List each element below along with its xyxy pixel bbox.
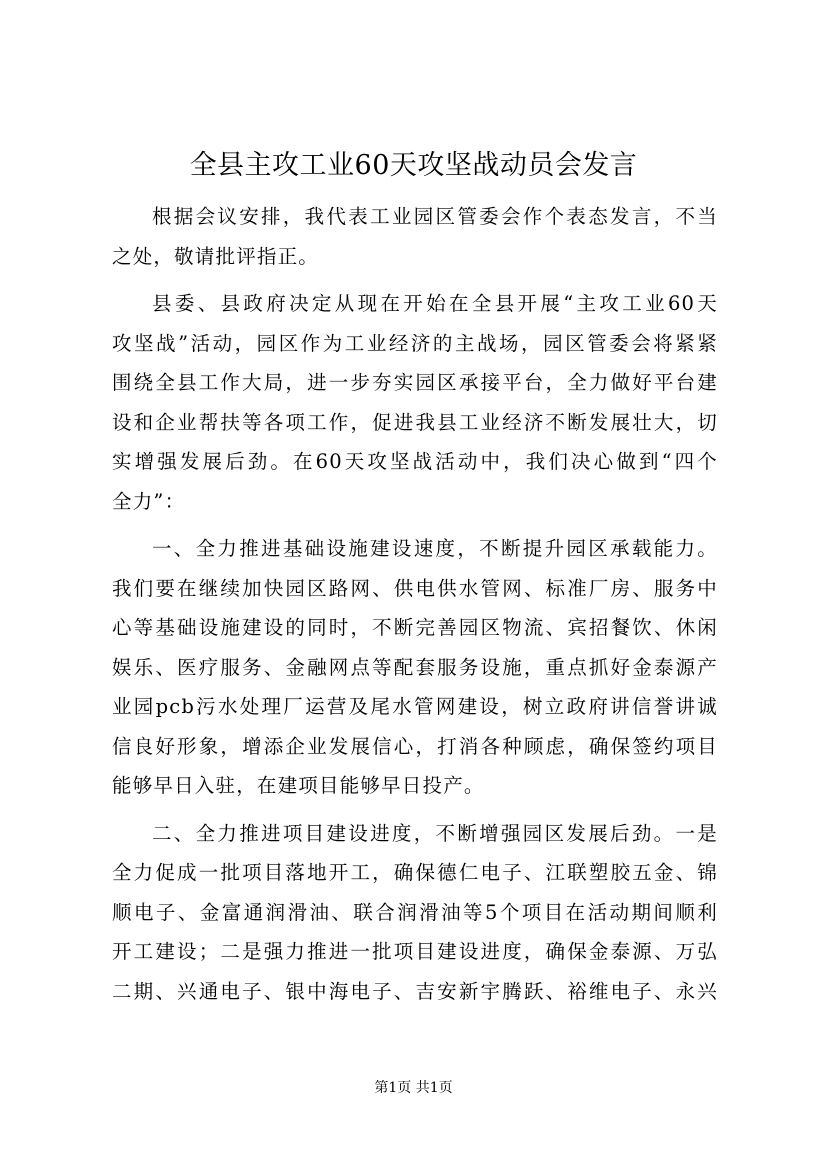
paragraph-line: 设和企业帮扶等各项工作，促进我县工业经济不断发展壮大，切 bbox=[112, 410, 718, 434]
paragraph-line: 县委、县政府决定从现在开始在全县开展“主攻工业60天 bbox=[152, 292, 718, 315]
paragraph-line: 二期、兴通电子、银中海电子、吉安新宇腾跃、裕维电子、永兴 bbox=[112, 979, 718, 1003]
page-footer: 第1页 共1页 bbox=[374, 1080, 453, 1096]
paragraph-line: 根据会议安排，我代表工业园区管委会作个表态发言，不当 bbox=[152, 205, 718, 228]
paragraph-line: 业园pcb污水处理厂运营及尾水管网建设，树立政府讲信誉讲诚 bbox=[112, 695, 718, 718]
paragraph-line: 顺电子、金富通润滑油、联合润滑油等5个项目在活动期间顺利 bbox=[112, 900, 718, 924]
paragraph-line: 能够早日入驻，在建项目能够早日投产。 bbox=[112, 774, 485, 797]
paragraph-line: 我们要在继续加快园区路网、供电供水管网、标准厂房、服务中 bbox=[112, 576, 718, 600]
document-body bbox=[112, 197, 718, 1011]
paragraph-line: 心等基础设施建设的同时，不断完善园区物流、宾招餐饮、休闲 bbox=[112, 616, 718, 639]
paragraph-line: 一、全力推进基础设施建设速度，不断提升园区承载能力。 bbox=[152, 537, 718, 560]
paragraph-line: 信良好形象，增添企业发展信心，打消各种顾虑，确保签约项目 bbox=[112, 734, 718, 758]
paragraph-line: 攻坚战”活动，园区作为工业经济的主战场，园区管委会将紧紧 bbox=[112, 331, 718, 355]
paragraph-line: 围绕全县工作大局，进一步夯实园区承接平台，全力做好平台建 bbox=[112, 371, 718, 394]
document-title: 全县主攻工业60天攻坚战动员会发言 bbox=[189, 150, 638, 181]
paragraph-line: 之处，敬请批评指正。 bbox=[112, 244, 320, 268]
paragraph-line: 开工建设；二是强力推进一批项目建设进度，确保金泰源、万弘 bbox=[112, 940, 718, 963]
paragraph-line: 娱乐、医疗服务、金融网点等配套服务设施，重点抓好金泰源产 bbox=[112, 655, 718, 679]
paragraph-line: 全力”： bbox=[112, 489, 186, 513]
paragraph-line: 二、全力推进项目建设进度，不断增强园区发展后劲。一是 bbox=[152, 821, 718, 845]
paragraph-line: 实增强发展后劲。在60天攻坚战活动中，我们决心做到“四个 bbox=[112, 450, 718, 473]
paragraph-line: 全力促成一批项目落地开工，确保德仁电子、江联塑胶五金、锦 bbox=[112, 861, 718, 884]
